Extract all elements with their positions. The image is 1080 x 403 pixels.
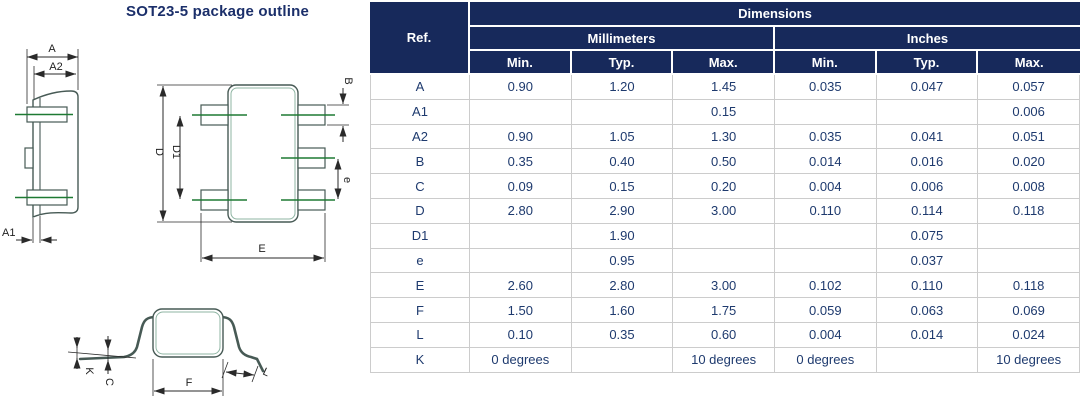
- cell-mm-max: 10 degrees: [673, 348, 775, 373]
- dim-label-d1: D1: [170, 144, 182, 160]
- in-min-header: Min.: [775, 51, 877, 75]
- cell-ref: e: [370, 249, 470, 274]
- table-row: [370, 75, 1080, 100]
- side-view-pin-stub: [25, 148, 33, 168]
- cell-in-max: 0.020: [978, 149, 1080, 174]
- cell-in-max: 0.051: [978, 125, 1080, 150]
- cell-mm-max: 1.30: [673, 125, 775, 150]
- cell-mm-min: 0 degrees: [470, 348, 572, 373]
- dimensions-header: Dimensions: [470, 2, 1080, 27]
- table-row: [370, 249, 1080, 274]
- table-row: [370, 348, 1080, 373]
- package-outline-drawings: [0, 0, 370, 403]
- cell-mm-typ: 1.05: [572, 125, 674, 150]
- cell-in-min: [775, 100, 877, 125]
- dim-label-f: F: [185, 377, 193, 389]
- in-max-header: Max.: [978, 51, 1080, 75]
- cell-mm-typ: 1.60: [572, 298, 674, 323]
- cell-in-typ: 0.075: [877, 224, 979, 249]
- dim-label-b: B: [342, 77, 354, 85]
- cell-mm-min: 0.90: [470, 75, 572, 100]
- cell-in-min: [775, 249, 877, 274]
- cell-mm-min: 2.60: [470, 273, 572, 298]
- table-row: [370, 323, 1080, 348]
- cell-ref: C: [370, 174, 470, 199]
- cell-mm-min: 0.09: [470, 174, 572, 199]
- cell-in-typ: 0.110: [877, 273, 979, 298]
- dimensions-table: [370, 2, 1080, 373]
- cell-ref: E: [370, 273, 470, 298]
- front-view-lead-left: [80, 317, 156, 359]
- cell-in-min: 0.014: [775, 149, 877, 174]
- inches-header: Inches: [775, 27, 1080, 51]
- cell-mm-typ: 0.40: [572, 149, 674, 174]
- cell-mm-min: 0.90: [470, 125, 572, 150]
- cell-mm-typ: 2.90: [572, 199, 674, 224]
- front-view-drawing: [68, 309, 271, 396]
- table-row: [370, 298, 1080, 323]
- cell-in-min: 0.059: [775, 298, 877, 323]
- cell-in-typ: [877, 348, 979, 373]
- cell-in-max: [978, 249, 1080, 274]
- cell-mm-min: [470, 249, 572, 274]
- cell-in-min: 0.035: [775, 125, 877, 150]
- cell-ref: D: [370, 199, 470, 224]
- cell-mm-min: 0.10: [470, 323, 572, 348]
- cell-ref: D1: [370, 224, 470, 249]
- cell-mm-max: 1.75: [673, 298, 775, 323]
- cell-mm-typ: 0.95: [572, 249, 674, 274]
- dim-label-l: L: [260, 365, 272, 380]
- cell-mm-typ: [572, 348, 674, 373]
- table-row: [370, 125, 1080, 150]
- cell-mm-max: [673, 224, 775, 249]
- table-row: [370, 149, 1080, 174]
- cell-mm-typ: 1.20: [572, 75, 674, 100]
- cell-in-max: [978, 224, 1080, 249]
- cell-in-typ: 0.016: [877, 149, 979, 174]
- cell-mm-typ: 0.35: [572, 323, 674, 348]
- dim-label-e: e: [341, 176, 353, 184]
- cell-mm-max: [673, 249, 775, 274]
- cell-in-typ: 0.037: [877, 249, 979, 274]
- millimeters-header: Millimeters: [470, 27, 775, 51]
- cell-in-max: 0.118: [978, 199, 1080, 224]
- cell-in-typ: 0.047: [877, 75, 979, 100]
- cell-mm-min: 0.35: [470, 149, 572, 174]
- cell-in-min: 0.035: [775, 75, 877, 100]
- cell-in-max: 0.006: [978, 100, 1080, 125]
- cell-mm-max: 0.20: [673, 174, 775, 199]
- cell-mm-max: 0.50: [673, 149, 775, 174]
- cell-mm-typ: 1.90: [572, 224, 674, 249]
- cell-mm-min: [470, 100, 572, 125]
- dim-label-e-cap: E: [258, 243, 266, 255]
- cell-mm-typ: [572, 100, 674, 125]
- cell-mm-typ: 2.80: [572, 273, 674, 298]
- cell-mm-typ: 0.15: [572, 174, 674, 199]
- cell-in-typ: 0.014: [877, 323, 979, 348]
- cell-in-max: 0.008: [978, 174, 1080, 199]
- ref-column-header: Ref.: [370, 2, 470, 75]
- cell-in-min: 0.004: [775, 323, 877, 348]
- cell-mm-max: 0.15: [673, 100, 775, 125]
- dim-label-a: A: [48, 43, 56, 55]
- page-title: SOT23-5 package outline: [126, 3, 309, 20]
- mm-min-header: Min.: [470, 51, 572, 75]
- cell-mm-max: 3.00: [673, 273, 775, 298]
- mm-max-header: Max.: [673, 51, 775, 75]
- top-view-body: [228, 85, 298, 222]
- table-row: [370, 199, 1080, 224]
- table-body: [370, 75, 1080, 373]
- mm-typ-header: Typ.: [572, 51, 674, 75]
- top-view-drawing: [153, 77, 354, 262]
- cell-in-typ: 0.006: [877, 174, 979, 199]
- side-view-drawing: [2, 43, 78, 243]
- cell-ref: B: [370, 149, 470, 174]
- cell-mm-min: 2.80: [470, 199, 572, 224]
- dim-label-k: K: [83, 367, 95, 375]
- cell-in-min: 0.004: [775, 174, 877, 199]
- table-row: [370, 100, 1080, 125]
- front-view-body: [153, 309, 223, 357]
- cell-mm-max: 0.60: [673, 323, 775, 348]
- cell-ref: A: [370, 75, 470, 100]
- dim-label-a1: A1: [2, 227, 16, 239]
- cell-in-min: 0 degrees: [775, 348, 877, 373]
- table-row: [370, 224, 1080, 249]
- cell-ref: A1: [370, 100, 470, 125]
- table-header: [370, 2, 1080, 75]
- cell-in-max: 10 degrees: [978, 348, 1080, 373]
- dim-label-c: C: [103, 378, 115, 386]
- cell-in-max: 0.024: [978, 323, 1080, 348]
- cell-ref: A2: [370, 125, 470, 150]
- table-row: [370, 174, 1080, 199]
- cell-in-min: 0.110: [775, 199, 877, 224]
- cell-mm-max: 1.45: [673, 75, 775, 100]
- in-typ-header: Typ.: [877, 51, 979, 75]
- cell-mm-min: [470, 224, 572, 249]
- cell-in-max: 0.118: [978, 273, 1080, 298]
- cell-in-typ: 0.041: [877, 125, 979, 150]
- cell-in-typ: 0.063: [877, 298, 979, 323]
- dim-label-a2: A2: [49, 61, 63, 73]
- front-view-lead-right: [220, 317, 263, 371]
- cell-mm-min: 1.50: [470, 298, 572, 323]
- cell-in-typ: 0.114: [877, 199, 979, 224]
- cell-in-min: 0.102: [775, 273, 877, 298]
- cell-in-min: [775, 224, 877, 249]
- cell-ref: L: [370, 323, 470, 348]
- cell-in-max: 0.057: [978, 75, 1080, 100]
- cell-in-typ: [877, 100, 979, 125]
- cell-mm-max: 3.00: [673, 199, 775, 224]
- dim-label-d: D: [153, 148, 165, 156]
- table-row: [370, 273, 1080, 298]
- cell-ref: K: [370, 348, 470, 373]
- cell-ref: F: [370, 298, 470, 323]
- cell-in-max: 0.069: [978, 298, 1080, 323]
